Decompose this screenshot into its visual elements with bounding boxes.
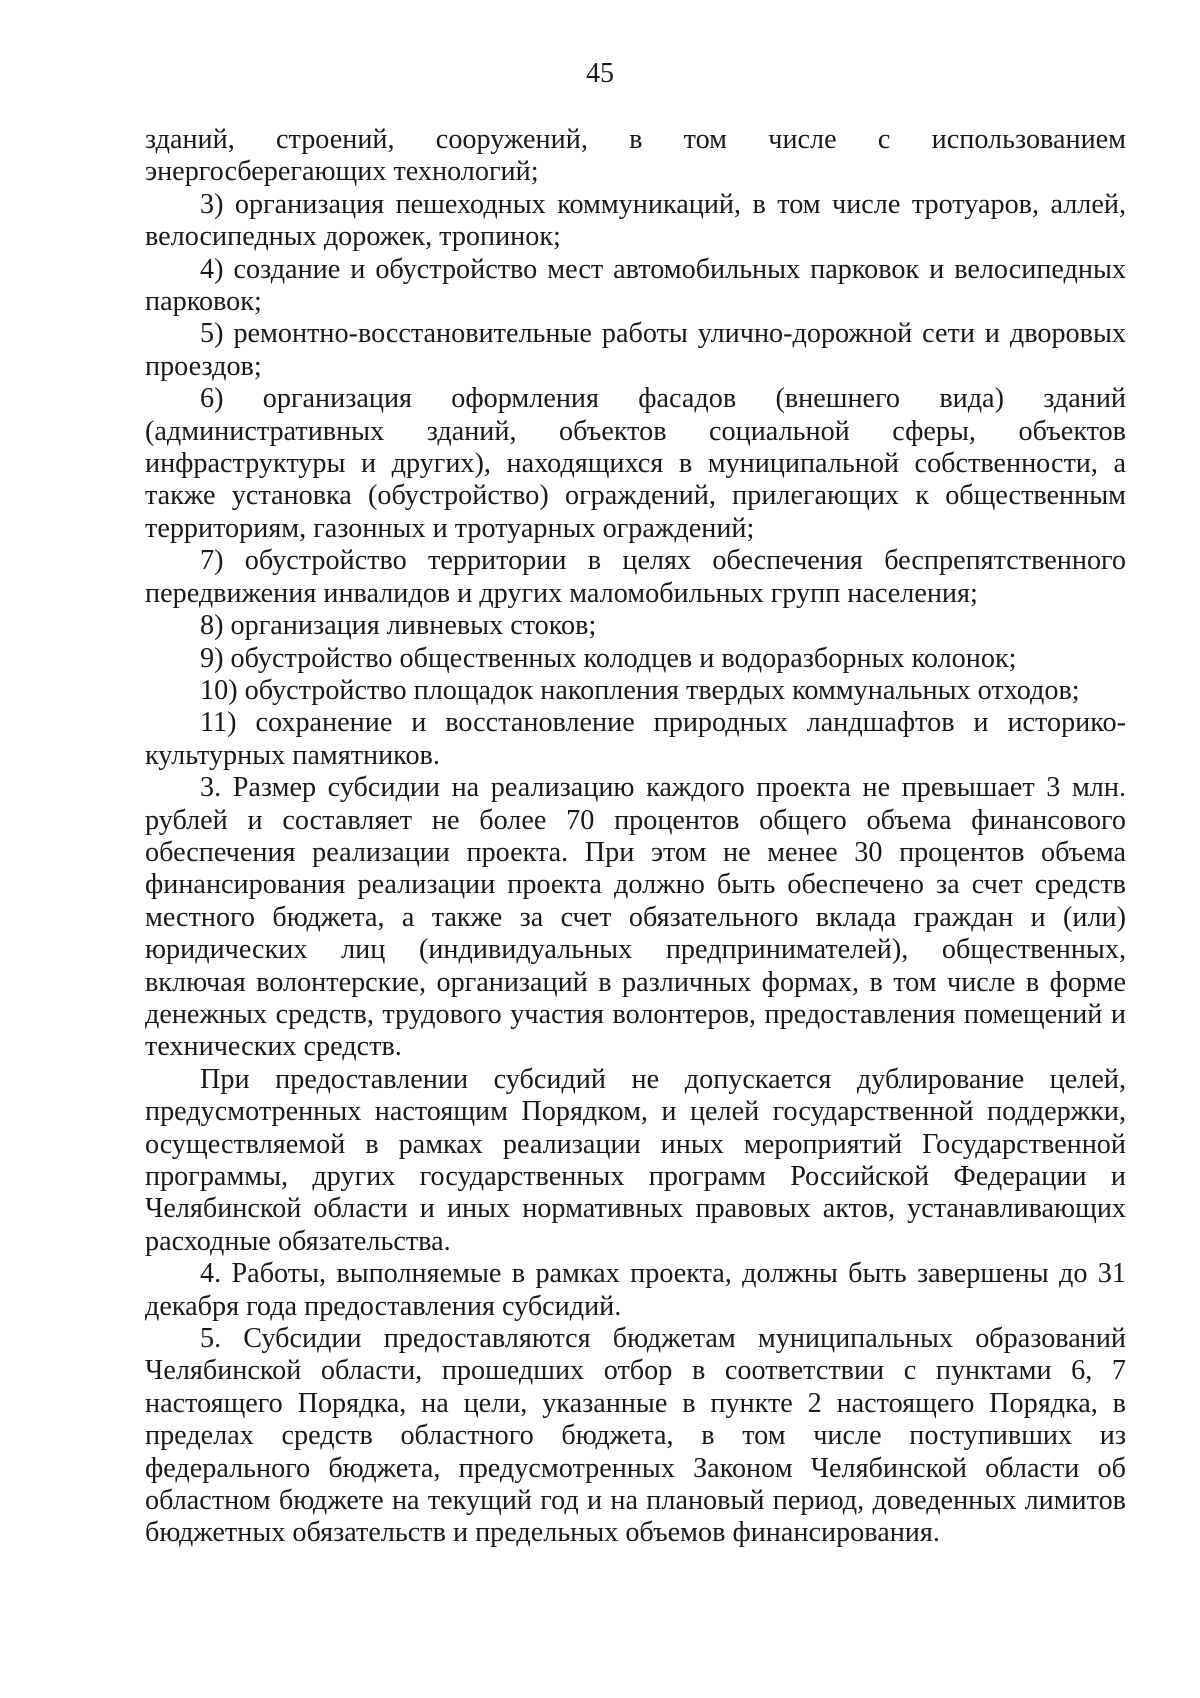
- document-body: [145, 124, 1126, 1550]
- page-number: 45: [586, 58, 614, 89]
- paragraph-item-5: 5) ремонтно-восстановительные работы улично-дорожной сети и дворовых проездов;: [145, 318, 1126, 382]
- paragraph-item-3: 3) организация пешеходных коммуникаций, в том числе тротуаров, аллей, велосипедных дорожек, тропинок;: [145, 188, 1126, 253]
- paragraph-item-9: 9) обустройство общественных колодцев и водоразборных колонок;: [200, 642, 1017, 674]
- paragraph-item-10: 10) обустройство площадок накопления твердых коммунальных отходов;: [200, 674, 1080, 706]
- paragraph-item-4: 4) создание и обустройство мест автомобильных парковок и велосипедных парковок;: [145, 253, 1126, 318]
- paragraph-continuation: зданий, строений, сооружений, в том числе с использованием энергосберегающих технологий;: [145, 124, 1126, 188]
- paragraph-section-4: 4. Работы, выполняемые в рамках проекта, должны быть завершены до 31 декабря года предоставления субсидий.: [145, 1258, 1126, 1322]
- paragraph-item-7: 7) обустройство территории в целях обеспечения беспрепятственного передвижения инвалидов и других маломобильных групп населения;: [145, 545, 1126, 609]
- paragraph-item-6: 6) организация оформления фасадов (внешнего вида) зданий (административных зданий, объектов социальной сферы, объектов инфраструктуры и других), находящихся в муниципальной собственности, а также установка (обустройство) ограждений, прилегающих к общественным территориям, газонных и тротуарных ограждений;: [145, 383, 1126, 544]
- paragraph-section-5: 5. Субсидии предоставляются бюджетам муниципальных образований Челябинской области, прошедших отбор в соответствии с пунктами 6, 7 настоящего Порядка, на цели, указанные в пункте 2 настоящего Порядка, в пределах средств областного бюджета, в том числе поступивших из федерального бюджета, предусмотренных Законом Челябинской области об областном бюджете на текущий год и на плановый период, доведенных лимитов бюджетных обязательств и предельных объемов финансирования.: [145, 1323, 1126, 1549]
- paragraph-item-8: 8) организация ливневых стоков;: [200, 610, 597, 642]
- paragraph-duplication-rule: При предоставлении субсидий не допускается дублирование целей, предусмотренных настоящим Порядком, и целей государственной поддержки, осуществляемой в рамках реализации иных мероприятий Государственной программы, других государственных программ Российской Федерации и Челябинской области и иных нормативных правовых актов, устанавливающих расходные обязательства.: [145, 1063, 1126, 1257]
- paragraph-section-3: 3. Размер субсидии на реализацию каждого проекта не превышает 3 млн. рублей и составляет не более 70 процентов общего объема финансового обеспечения реализации проекта. При этом не менее 30 процентов объема финансирования реализации проекта должно быть обеспечено за счет средств местного бюджета, а также за счет обязательного вклада граждан и (или) юридических лиц (индивидуальных предпринимателей), общественных, включая волонтерские, организаций в различных формах, в том числе в форме денежных средств, трудового участия волонтеров, предоставления помещений и технических средств.: [145, 772, 1126, 1063]
- paragraph-item-11: 11) сохранение и восстановление природных ландшафтов и историко-культурных памятников.: [145, 707, 1126, 771]
